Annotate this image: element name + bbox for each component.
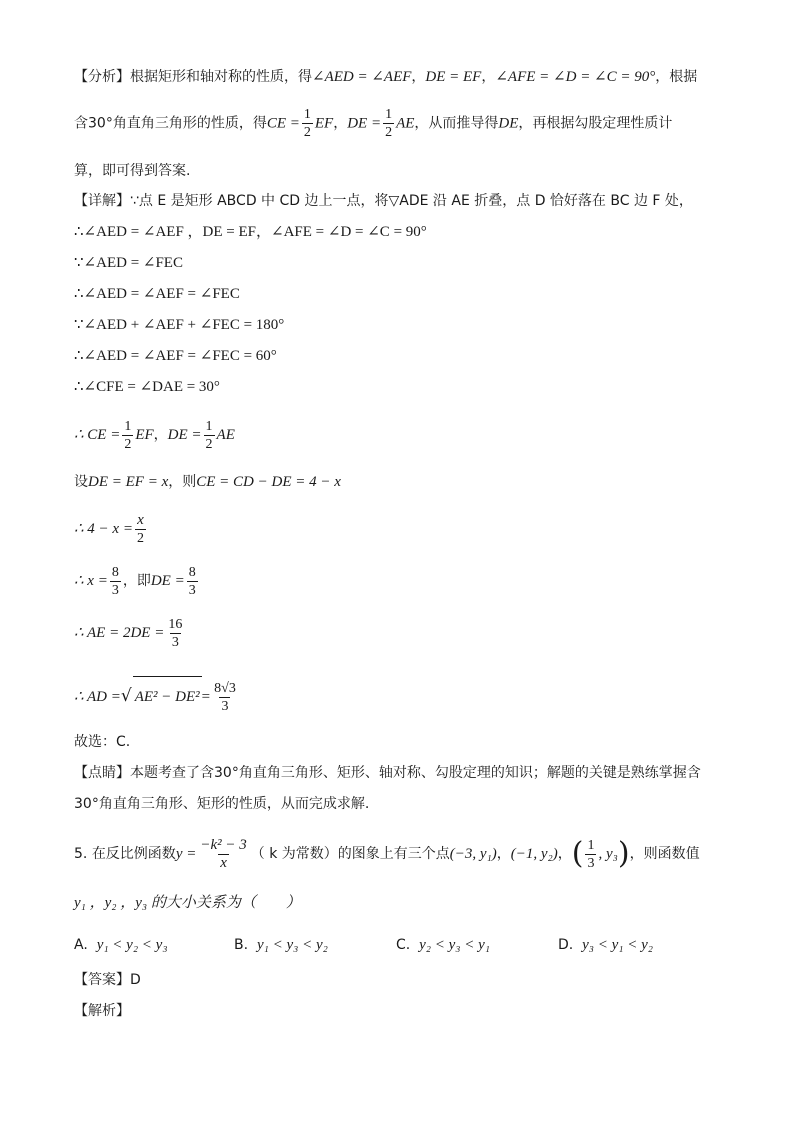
detail-step-7: ∴ CE = $\frac{1}{2}$ EF，DE = $\frac{1}{2}$ AE <box>74 418 235 452</box>
fraction: $\frac{1}{2}$ <box>385 107 393 140</box>
point-2: (−1, y₂) <box>510 846 558 862</box>
answer-value: D <box>130 972 141 988</box>
math-expr: CE = <box>266 115 300 132</box>
answer-line <box>74 970 141 990</box>
fraction: $\frac{8}{3}$ <box>188 564 196 598</box>
detail-tag: 【详解】 <box>74 193 130 209</box>
math-expr: DE <box>498 115 519 132</box>
option-b[interactable]: B. y₁ < y₃ < y₂ <box>234 937 328 953</box>
analysis-line-2 <box>74 106 672 141</box>
analysis-line-1 <box>74 67 697 87</box>
fraction: $\frac{8}{3}$ <box>111 564 119 598</box>
answer-tag: 【答案】 <box>74 972 130 988</box>
choice-line: 故选：C. <box>74 734 131 750</box>
analysis-line-3: 算，即可得到答案. <box>74 163 191 179</box>
question-5-line-2: y₁ ，y₂ ，y₃ 的大小关系为（ ） <box>74 895 301 911</box>
analysis-text: ，再根据勾股定理性质计 <box>518 115 673 132</box>
option-c[interactable]: C. y₂ < y₃ < y₁ <box>396 937 491 953</box>
analysis-tag: 【分析】 <box>74 69 130 85</box>
math-expr: ∠AED = ∠AEF <box>312 69 412 85</box>
detail-step-5: ∴∠AED = ∠AEF = ∠FEC = 60° <box>74 348 277 364</box>
detail-text: ∵点 E 是矩形 ABCD 中 CD 边上一点，将▽ADE 沿 AE 折叠，点 D 恰好落在 BC 边 F 处， <box>130 193 693 209</box>
detail-step-8: 设DE = EF = x，则CE = CD − DE = 4 − x <box>74 474 341 490</box>
point-1: (−3, y₁) <box>449 846 497 862</box>
comment-line-2: 30°角直角三角形、矩形的性质，从而完成求解. <box>74 796 370 812</box>
fraction: $\frac{16}{3}$ <box>168 616 183 650</box>
detail-step-4: ∵∠AED + ∠AEF + ∠FEC = 180° <box>74 317 285 333</box>
math-expr: EF <box>314 115 334 132</box>
math-expr: AE <box>396 115 415 132</box>
analysis-text: ，根据 <box>655 69 698 85</box>
detail-step-3: ∴∠AED = ∠AEF = ∠FEC <box>74 286 240 302</box>
comment-tag: 【点睛】 <box>74 765 130 781</box>
fraction: $\frac{x}{2}$ <box>136 511 144 546</box>
detail-step-6: ∴∠CFE = ∠DAE = 30° <box>74 379 220 395</box>
separator: ， <box>411 69 426 85</box>
analysis-text: ，从而推导得 <box>414 115 499 132</box>
question-5-line-1: 5. 在反比例函数y = $\frac{\text{−k² − 3}}{x}$ （ k 为常数）的图象上有三个点(−3, y₁)，(−1, y₂)，( $\frac{1}{3}$ , y₃)，则函数值 <box>74 836 700 871</box>
fraction: $\frac{8√3}{3}$ <box>214 680 236 714</box>
detail-step-1: ∴∠AED = ∠AEF ，DE = EF，∠AFE = ∠D = ∠C = 90° <box>74 224 427 240</box>
math-expr: ∠AFE = ∠D = ∠C = 90° <box>495 69 656 85</box>
option-a[interactable]: A. y₁ < y₂ < y₃ <box>74 937 168 953</box>
detail-step-9: ∴ 4 − x = $\frac{x}{2}$ <box>74 511 144 546</box>
question-5-options <box>74 935 714 957</box>
fraction: $\frac{1}{2}$ <box>303 107 311 140</box>
radical-sign: √ <box>120 686 132 706</box>
analysis-2-tag: 【解析】 <box>74 1003 130 1019</box>
option-d[interactable]: D. y₃ < y₁ < y₂ <box>558 937 654 953</box>
separator: ， <box>481 69 496 85</box>
question-number: 5. <box>74 846 88 862</box>
detail-step-10: ∴ x = $\frac{8}{3}$ ，即DE = $\frac{8}{3}$ <box>74 564 196 598</box>
detail-intro <box>74 191 693 211</box>
point-3-fraction: $\frac{1}{3}$ <box>587 837 595 871</box>
math-expr: DE = EF <box>425 69 482 85</box>
detail-step-12: ∴ AD =√ AE² − DE² = $\frac{8√3}{3}$ <box>74 676 240 717</box>
comment-line-1: 【点睛】本题考查了含30°角直角三角形、矩形、轴对称、勾股定理的知识；解题的关键是熟练掌握含 <box>74 765 701 781</box>
fraction: $\frac{1}{2}$ <box>124 418 132 452</box>
analysis-text: 根据矩形和轴对称的性质，得 <box>130 69 312 85</box>
detail-step-11: ∴ AE = 2DE = $\frac{16}{3}$ <box>74 616 183 650</box>
analysis-text: 含30°角直角三角形的性质，得 <box>74 115 267 132</box>
math-expr: DE = <box>347 115 382 132</box>
function-fraction: $\frac{\text{−k² − 3}}{x}$ <box>200 836 247 871</box>
detail-step-2: ∵∠AED = ∠FEC <box>74 255 183 271</box>
fraction: $\frac{1}{2}$ <box>205 418 213 452</box>
separator: ， <box>333 115 348 132</box>
